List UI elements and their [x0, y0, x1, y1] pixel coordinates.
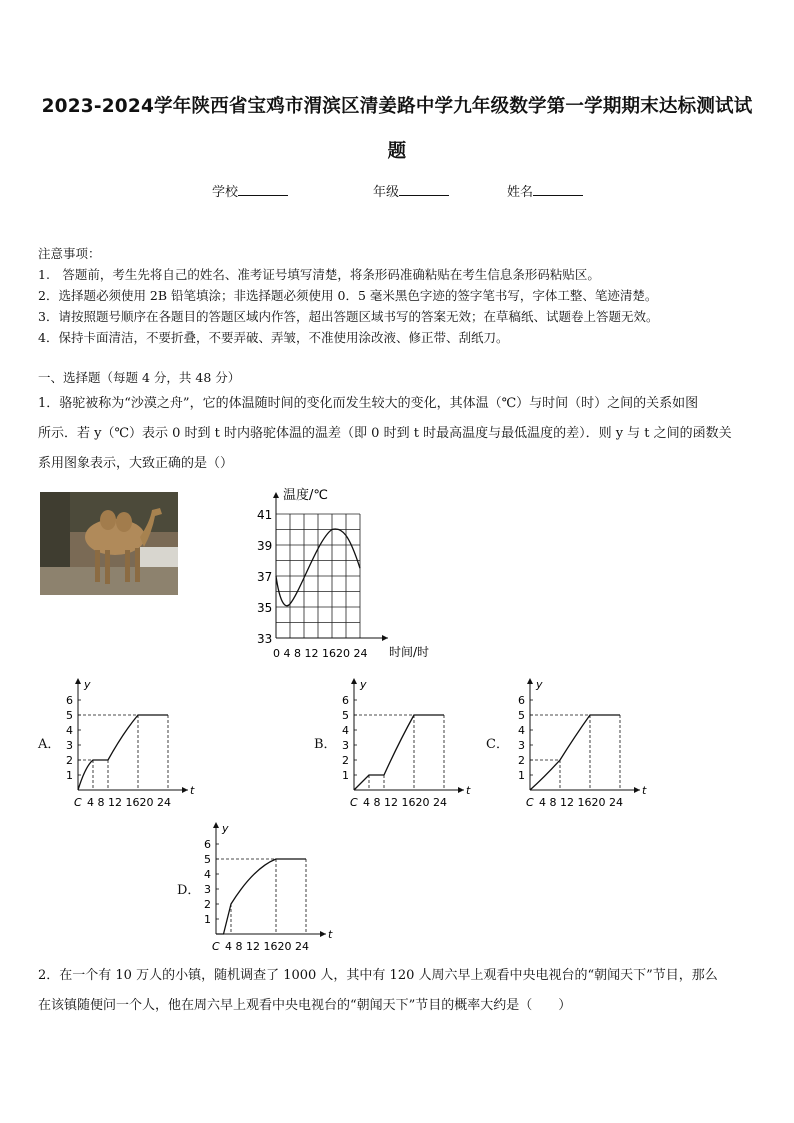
x-axis-arrow	[382, 635, 388, 641]
x-variable: t	[466, 784, 471, 797]
option-c-label[interactable]: C．	[486, 737, 509, 752]
x-axis-arrow	[458, 787, 464, 793]
option-curve	[530, 715, 620, 790]
q2-line-2: 在该镇随便问一个人，他在周六早上观看中央电视台的“朝闻天下”节目的概率大约是（ ）	[38, 998, 572, 1013]
notes	[38, 243, 658, 348]
y-tick-label: 5	[66, 709, 73, 722]
option-d-label[interactable]: D．	[177, 883, 201, 898]
q1-line-2: 所示．若 y（℃）表示 0 时到 t 时内骆驼体温的温差（即 0 时到 t 时最高温度与最低温度的差）．则 y 与 t 之间的函数关	[38, 426, 732, 441]
y-tick-label: 4	[518, 724, 525, 737]
x-variable: t	[328, 928, 333, 941]
y-variable: y	[222, 822, 229, 835]
y-tick-label: 6	[66, 694, 73, 707]
y-tick-label: 1	[204, 913, 211, 926]
y-tick-label: 2	[66, 754, 73, 767]
q2-line-1: 2．在一个有 10 万人的小镇，随机调查了 1000 人，其中有 120 人周六早上观看中央电视台的“朝闻天下”节目，那么	[38, 968, 718, 983]
y-tick-label: 5	[204, 853, 211, 866]
note-item: 4．保持卡面清洁，不要折叠，不要弄破、弄皱，不准使用涂改液、修正带、刮纸刀。	[38, 330, 509, 345]
y-tick-label: 5	[342, 709, 349, 722]
y-tick-label: 1	[518, 769, 525, 782]
question-2	[38, 961, 758, 1021]
y-tick-label: 2	[204, 898, 211, 911]
option-c-chart[interactable]	[512, 676, 662, 811]
y-axis-label: 温度/℃	[283, 488, 328, 503]
exam-title	[40, 84, 754, 174]
option-curve	[354, 715, 444, 790]
y-tick-label: 6	[518, 694, 525, 707]
y-tick-label: 4	[204, 868, 211, 881]
y-tick-label: 3	[518, 739, 525, 752]
q1-line-3: 系用图象表示，大致正确的是（）	[38, 456, 234, 471]
y-tick-label: 1	[66, 769, 73, 782]
x-variable: t	[642, 784, 647, 797]
y-axis-arrow	[527, 678, 533, 684]
y-variable: y	[360, 678, 367, 691]
school-field	[212, 181, 288, 200]
y-tick-label: 1	[342, 769, 349, 782]
temperature-chart	[252, 484, 452, 666]
name-label: 姓名	[507, 185, 534, 200]
option-curve	[78, 715, 168, 790]
y-tick-label: 3	[342, 739, 349, 752]
origin-label: C	[350, 796, 358, 809]
y-axis-arrow	[75, 678, 81, 684]
y-tick-label: 2	[518, 754, 525, 767]
option-b-label[interactable]: B．	[314, 737, 337, 752]
y-tick-label: 4	[66, 724, 73, 737]
x-axis-arrow	[634, 787, 640, 793]
x-tick-labels: 4 8 12 1620 24	[539, 796, 623, 809]
title-line-2: 题	[387, 141, 407, 162]
origin-label: C	[212, 940, 220, 953]
school-blank[interactable]	[238, 183, 288, 196]
x-axis-arrow	[182, 787, 188, 793]
y-tick-label: 3	[66, 739, 73, 752]
q1-line-1: 1．骆驼被称为“沙漠之舟”，它的体温随时间的变化而发生较大的变化，其体温（℃）与时间（时）之间的关系如图	[38, 396, 699, 411]
name-blank[interactable]	[533, 183, 583, 196]
x-tick-labels: 4 8 12 1620 24	[225, 940, 309, 953]
section-title: 一、选择题（每题 4 分，共 48 分）	[38, 370, 241, 385]
option-d-chart[interactable]	[198, 820, 348, 955]
option-b-chart[interactable]	[336, 676, 486, 811]
x-axis-label: 时间/时	[389, 645, 430, 659]
origin-label: C	[526, 796, 534, 809]
y-variable: y	[84, 678, 91, 691]
origin-label: C	[74, 796, 82, 809]
y-axis-arrow	[351, 678, 357, 684]
x-tick-labels: 4 8 12 1620 24	[363, 796, 447, 809]
question-1	[38, 389, 758, 479]
camel-photo	[40, 492, 178, 595]
y-tick-label: 37	[257, 570, 273, 584]
y-tick-label: 35	[257, 601, 273, 615]
option-a-label[interactable]: A．	[38, 737, 61, 752]
name-field	[507, 181, 583, 200]
y-tick-label: 39	[257, 539, 273, 553]
note-item: 3．请按照题号顺序在各题目的答题区域内作答，超出答题区域书写的答案无效；在草稿纸、试题卷上答题无效。	[38, 309, 659, 324]
grade-label: 年级	[373, 185, 400, 200]
option-curve	[216, 859, 306, 934]
y-axis-arrow	[273, 492, 279, 498]
x-axis-arrow	[320, 931, 326, 937]
x-tick-labels: 4 8 12 1620 24	[87, 796, 171, 809]
grade-blank[interactable]	[399, 183, 449, 196]
y-axis-arrow	[213, 822, 219, 828]
school-label: 学校	[212, 185, 239, 200]
y-tick-label: 2	[342, 754, 349, 767]
y-tick-label: 6	[204, 838, 211, 851]
notes-heading: 注意事项：	[38, 246, 101, 261]
grade-field	[373, 181, 449, 200]
title-line-1: 2023-2024学年陕西省宝鸡市渭滨区清姜路中学九年级数学第一学期期末达标测试试	[41, 96, 753, 117]
note-item: 2．选择题必须使用 2B 铅笔填涂；非选择题必须使用 0．5 毫米黑色字迹的签字笔书写，字体工整、笔迹清楚。	[38, 288, 658, 303]
y-tick-label: 3	[204, 883, 211, 896]
y-tick-label: 4	[342, 724, 349, 737]
y-variable: y	[536, 678, 543, 691]
x-tick-labels: 0 4 8 12 1620 24	[273, 647, 368, 660]
x-variable: t	[190, 784, 195, 797]
y-tick-label: 41	[257, 508, 273, 522]
note-item: 1. 答题前，考生先将自己的姓名、准考证号填写清楚，将条形码准确粘贴在考生信息条形码粘贴区。	[38, 267, 600, 282]
y-tick-label: 6	[342, 694, 349, 707]
y-tick-label: 33	[257, 632, 273, 646]
option-a-chart[interactable]	[60, 676, 210, 811]
y-tick-label: 5	[518, 709, 525, 722]
